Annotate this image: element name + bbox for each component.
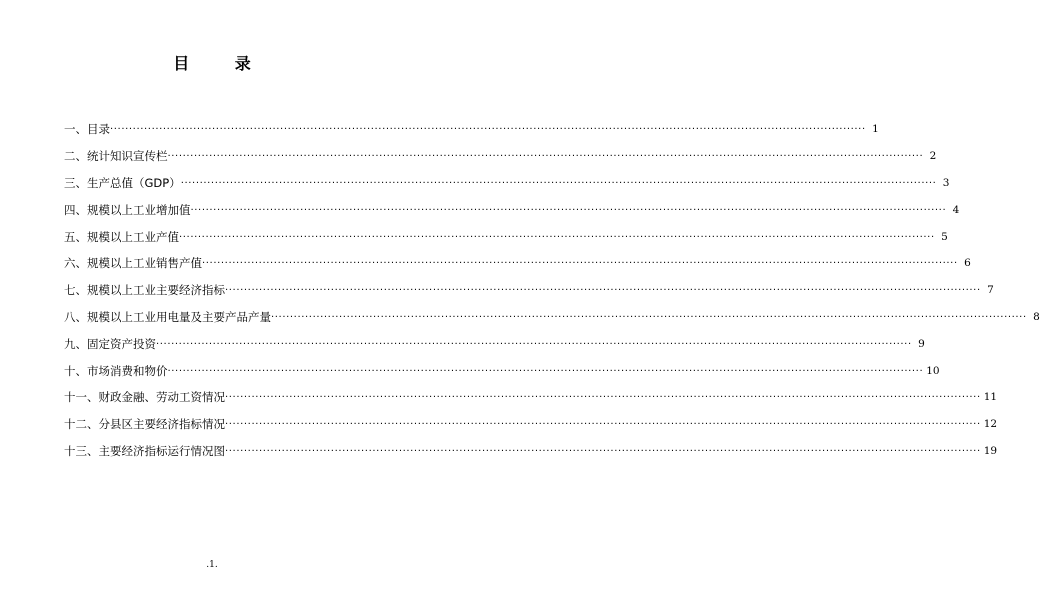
toc-entry-page: 12 <box>983 418 998 431</box>
toc-entry-page: 6 <box>964 257 971 270</box>
toc-entry-page: 7 <box>987 284 994 297</box>
page-title: 目 录 <box>173 54 271 73</box>
page-number-footer: .1. <box>206 560 218 570</box>
toc-entry-page: 3 <box>942 176 950 189</box>
toc-entry[interactable] <box>64 250 971 277</box>
toc-entry-label: 二、统计知识宣传栏 <box>64 149 168 164</box>
toc-entry-label: 十、市场消费和物价 <box>64 363 168 378</box>
toc-entry[interactable] <box>64 277 994 304</box>
toc-leader-dots: ········································································································································································································ <box>179 231 935 243</box>
toc-entry-label: 十三、主要经济指标运行情况图 <box>64 443 225 458</box>
toc-entry-page: 10 <box>926 364 940 377</box>
toc-entry-label: 一、目录 <box>64 122 110 137</box>
toc-entry[interactable] <box>64 116 879 143</box>
toc-entry-page: 11 <box>983 391 998 404</box>
toc-leader-dots: ········································································································································································································ <box>110 124 866 136</box>
toc-entry[interactable] <box>64 143 937 170</box>
toc-entry-page: 1 <box>872 123 879 136</box>
toc-leader-dots: ········································································································································································································ <box>271 311 1027 323</box>
toc-entry-page: 4 <box>952 203 960 216</box>
toc-leader-dots: ········································································································································································································ <box>156 338 912 350</box>
toc-leader-dots: ········································································································································································································ <box>180 177 937 189</box>
toc-leader-dots: ········································································································································································································ <box>225 392 981 404</box>
toc-entry-page: 8 <box>1033 310 1040 323</box>
toc-leader-dots: ········································································································································································································ <box>202 258 958 270</box>
toc-entry-page: 2 <box>929 150 937 163</box>
toc-entry[interactable] <box>64 384 998 411</box>
toc-leader-dots: ········································································································································································································ <box>225 419 981 431</box>
toc-entry-label: 六、规模以上工业销售产值 <box>64 256 202 271</box>
toc-entry[interactable] <box>64 357 940 384</box>
toc-entry[interactable] <box>64 330 925 357</box>
toc-leader-dots: ········································································································································································································ <box>225 285 981 297</box>
toc-leader-dots: ········································································································································································································ <box>167 365 924 377</box>
toc-leader-dots: ········································································································································································································ <box>190 204 947 216</box>
toc-entry-label: 三、生产总值（GDP） <box>64 175 181 190</box>
toc-entry[interactable] <box>64 223 948 250</box>
toc-entry[interactable] <box>64 304 1040 331</box>
toc-entry[interactable] <box>64 411 998 438</box>
toc-entry[interactable] <box>64 196 960 223</box>
toc-entry[interactable] <box>64 438 998 465</box>
toc-entry-page: 5 <box>941 230 948 243</box>
toc-entry-label: 七、规模以上工业主要经济指标 <box>64 283 225 298</box>
toc-entry-label: 八、规模以上工业用电量及主要产品产量 <box>64 309 271 324</box>
toc-entry-label: 九、固定资产投资 <box>64 336 156 351</box>
toc-entry-label: 十一、财政金融、劳动工资情况 <box>64 390 225 405</box>
toc-entry-page: 9 <box>918 337 925 350</box>
table-of-contents <box>64 116 1040 464</box>
toc-leader-dots: ········································································································································································································ <box>167 151 924 163</box>
toc-entry-label: 四、规模以上工业增加值 <box>64 202 191 217</box>
toc-entry-label: 十二、分县区主要经济指标情况 <box>64 417 225 432</box>
toc-leader-dots: ········································································································································································································ <box>225 445 981 457</box>
toc-entry[interactable] <box>64 170 950 197</box>
toc-entry-label: 五、规模以上工业产值 <box>64 229 179 244</box>
toc-entry-page: 19 <box>983 444 998 457</box>
